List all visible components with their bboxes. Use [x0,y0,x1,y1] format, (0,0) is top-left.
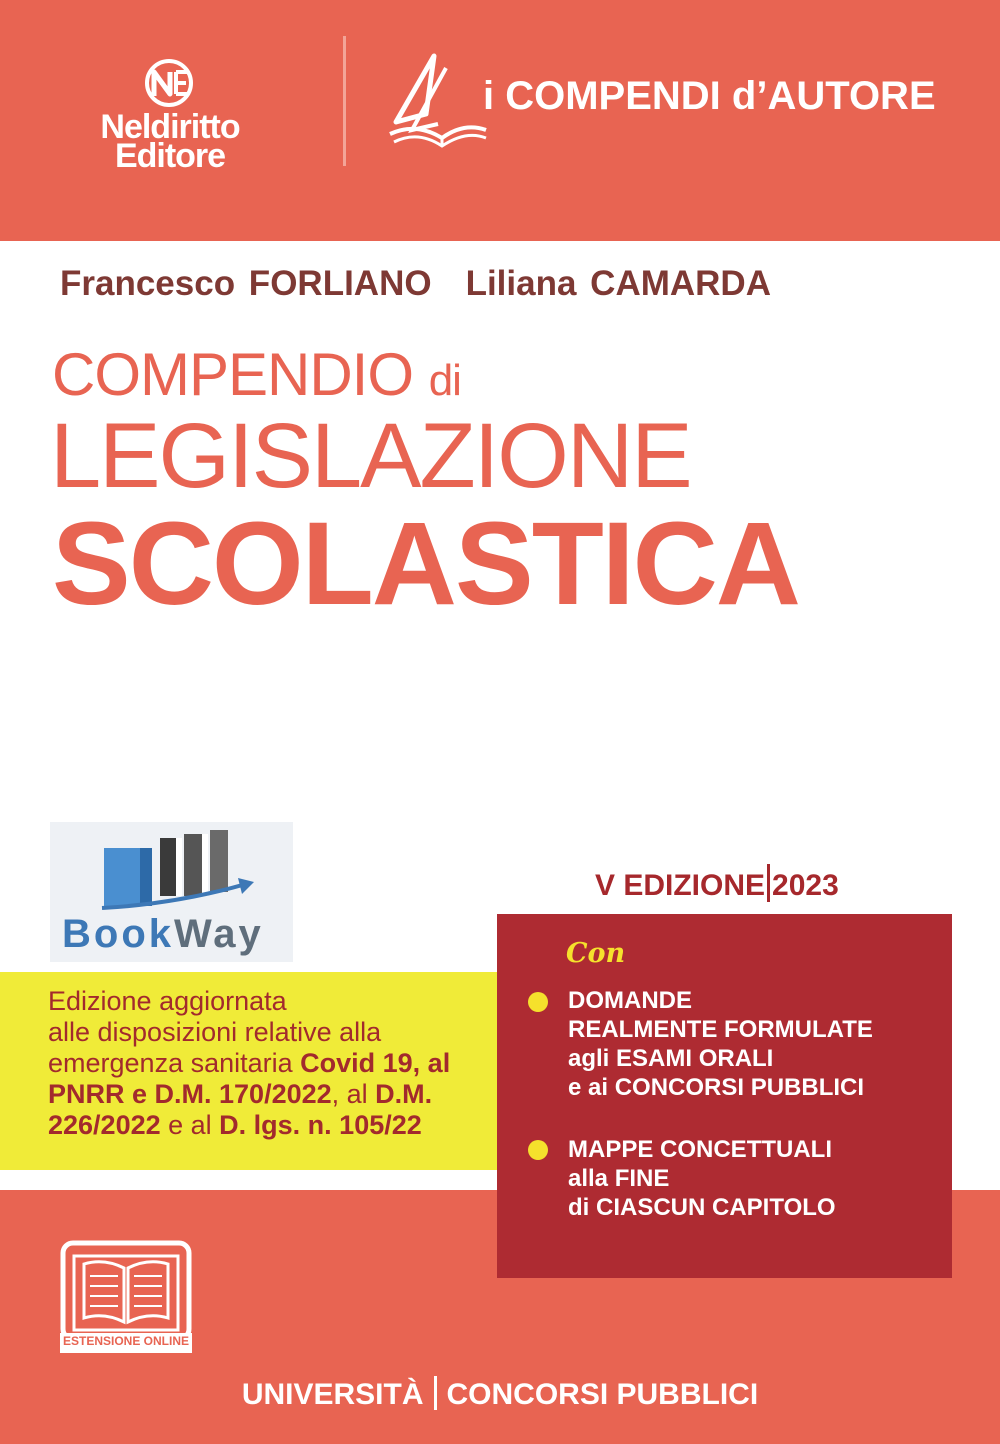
note-text-bold: PNRR e D.M. 170/2022 [48,1079,332,1109]
note-text-bold: Covid 19, al [300,1048,451,1078]
note-text-bold: D.M. [375,1079,433,1109]
publisher-name-line-2: Editore [114,137,226,175]
feature-item [568,986,873,1102]
header-divider [343,36,346,166]
feature-line: alla FINE [568,1165,670,1192]
note-line: Edizione aggiornata [48,986,287,1016]
edition-label [595,864,839,903]
feature-line: DOMANDE [568,987,692,1014]
note-text: emergenza sanitaria [48,1048,301,1078]
note-text-bold: D. lgs. n. 105/22 [219,1110,422,1140]
footer-category-public-exams: CONCORSI PUBBLICI [446,1378,759,1411]
feature-line: di CIASCUN CAPITOLO [568,1194,836,1221]
note-line [48,1110,488,1141]
edition-number: V EDIZIONE [595,869,766,902]
note-text-bold: 226/2022 [48,1110,161,1140]
title-word-di: di [428,356,461,405]
publisher-name: Neldiritto [100,108,240,146]
authors [60,264,771,304]
note-line [48,1048,488,1079]
publisher-logo-icon [140,58,198,108]
bullet-dot-icon [528,1140,548,1160]
book-title-line-3: SCOLASTICA [52,498,799,630]
feature-line: REALMENTE FORMULATE [568,1016,873,1043]
book-title-line-1 [52,340,461,409]
footer-category-university: UNIVERSITÀ [241,1378,424,1411]
footer [0,1376,1000,1412]
note-line: alle disposizioni relative alla [48,1017,382,1047]
series-title: i COMPENDI d’AUTORE [483,74,936,118]
book-title-line-2: LEGISLAZIONE [50,405,691,507]
bookway-books-icon [96,828,266,912]
open-book-icon [386,52,490,148]
feature-line: agli ESAMI ORALI [568,1045,774,1072]
title-word-compendio: COMPENDIO [52,341,414,408]
edition-separator [767,864,770,902]
bullet-dot-icon [528,992,548,1012]
feature-item [568,1135,836,1222]
edition-year: 2023 [772,869,839,902]
feature-line: MAPPE CONCETTUALI [568,1136,832,1163]
feature-line: e ai CONCORSI PUBBLICI [568,1074,865,1101]
bookway-wordmark [62,912,264,957]
bookway-word-book: Book [62,912,174,956]
features-intro: Con [566,938,626,969]
bookway-word-way: Way [174,912,264,956]
note-text: , al [331,1079,376,1109]
author-name: Francesco FORLIANO [60,264,432,303]
update-note-text [48,986,488,1141]
online-book-icon [60,1240,192,1348]
note-text: e al [160,1110,220,1140]
author-name: Liliana CAMARDA [465,264,771,303]
footer-separator [434,1376,437,1410]
online-extension-label: ESTENSIONE ONLINE [62,1334,190,1348]
note-line [48,1079,488,1110]
